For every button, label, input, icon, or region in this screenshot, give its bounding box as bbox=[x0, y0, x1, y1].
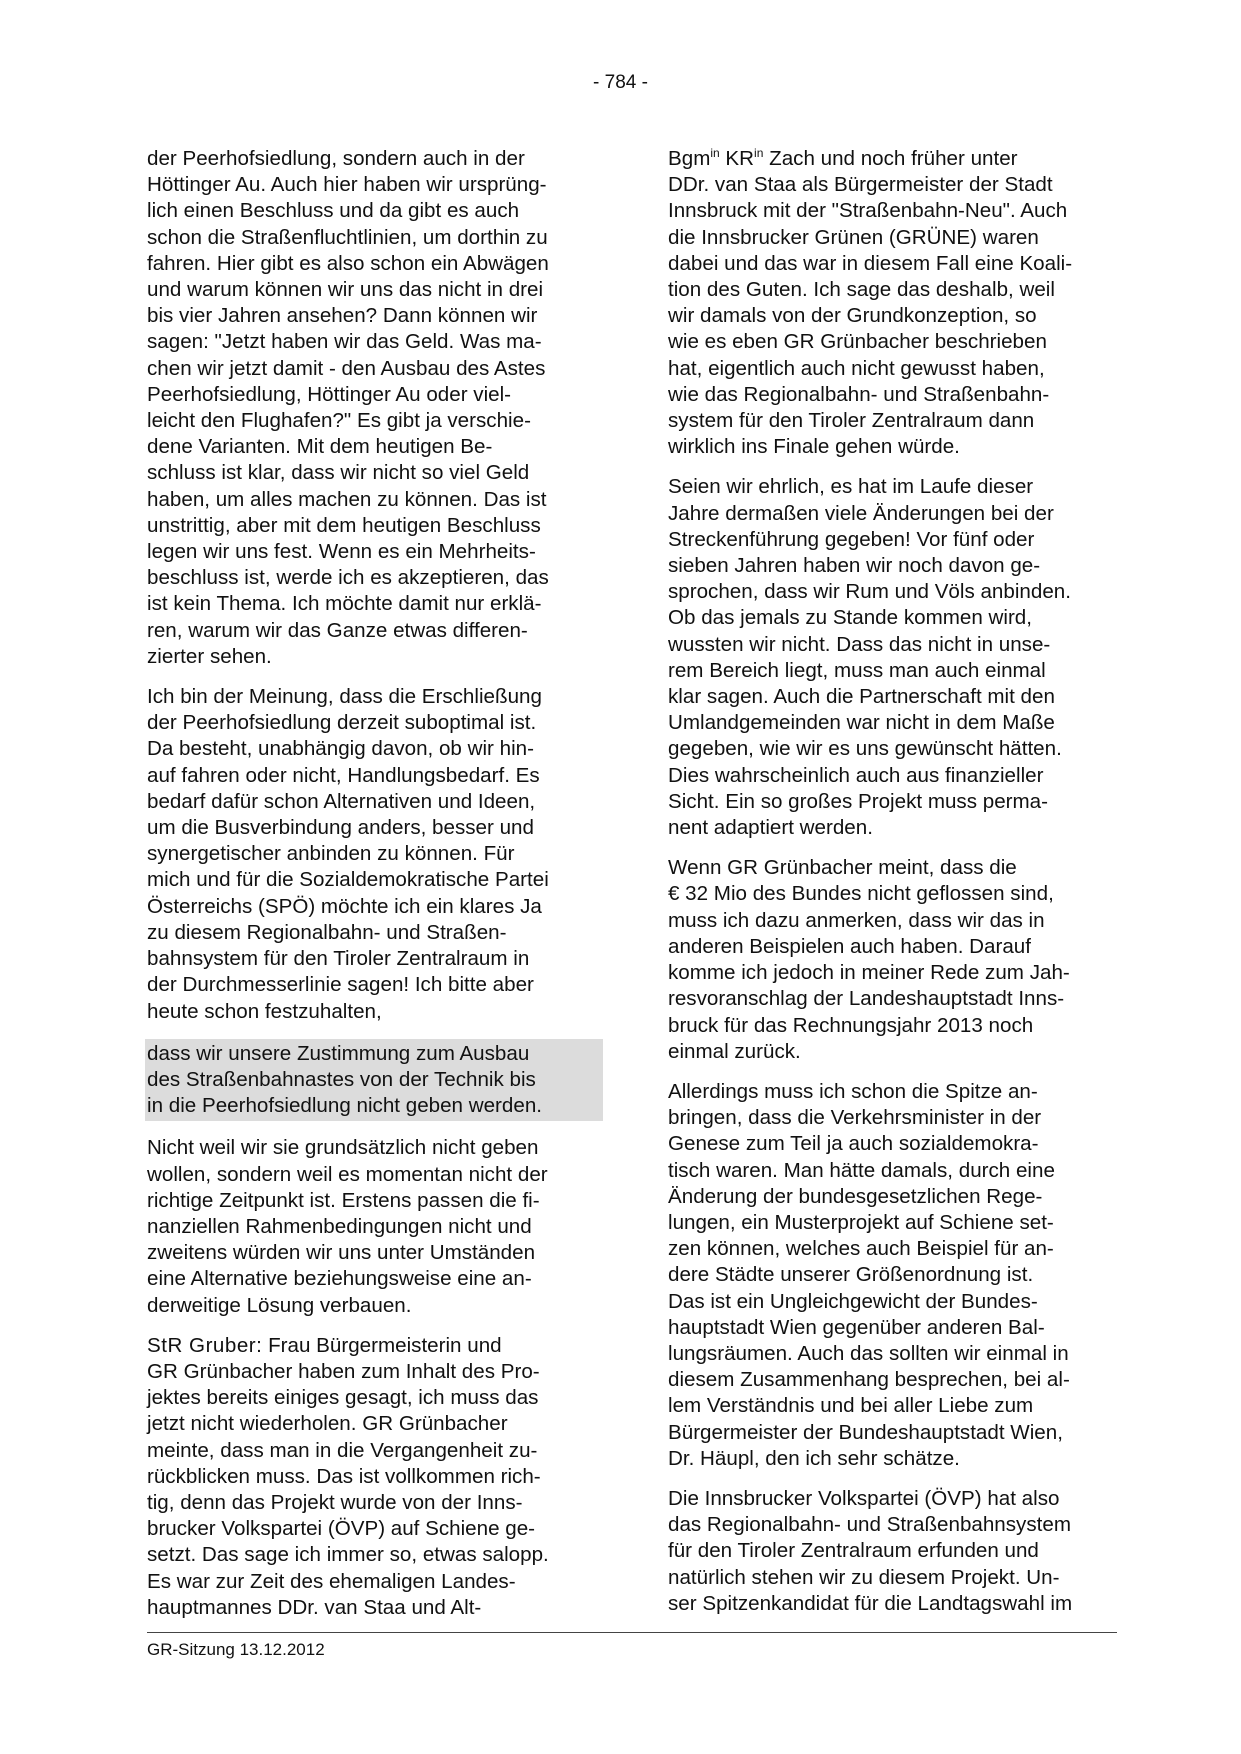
left-column bbox=[147, 146, 617, 1635]
paragraph bbox=[668, 146, 1138, 460]
text-fragment: Bgm bbox=[668, 147, 711, 170]
footer-text: GR-Sitzung 13.12.2012 bbox=[147, 1640, 325, 1659]
highlighted-motion: dass wir unsere Zustimmung zum Ausbau des Straßenbahnastes von der Technik bis in die Peerhofsiedlung nicht geben werden. bbox=[145, 1039, 603, 1122]
paragraph: Die Innsbrucker Volkspartei (ÖVP) hat also das Regionalbahn- und Straßenbahnsystem für den Tiroler Zentralraum erfunden und natürlich stehen wir zu diesem Projekt. Un- ser Spitzenkandidat für die Landtagswahl im bbox=[668, 1486, 1073, 1615]
text-fragment: KR bbox=[719, 147, 755, 170]
text-fragment: Zach und noch früher unter DDr. van Staa als Bürgermeister der Stadt Innsbruck mit der "Straßenbahn-Neu". Auch die Innsbrucker Grünen (GRÜNE) waren dabei und das war in diesem Fall eine Koali- tion des Guten. Ich sage das deshalb, weil wir damals von der Grundkonzeption, so wie es eben GR Grünbacher beschrieben hat, eigentlich auch nicht gewusst haben, wie das Regionalbahn- und Straßenbahn- system für den Tiroler Zentralraum dann wirklich ins Finale gehen würde. bbox=[668, 147, 1073, 459]
speaker-name: StR Gruber: bbox=[147, 1333, 263, 1357]
speaker-text: Frau Bürgermeisterin und GR Grünbacher haben zum Inhalt des Pro- jektes bereits einiges gesagt, ich muss das jetzt nicht wiederholen. GR Grünbacher meinte, dass man in die Vergangenheit zu- rückblicken muss. Das ist vollkommen rich- tig, denn das Projekt wurde von der Inns- brucker Volkspartei (ÖVP) auf Schiene ge- setzt. Das sage ich immer so, etwas salopp. Es war zur Zeit des ehemaligen Landes- hauptmannes DDr. van Staa und Alt- bbox=[147, 1333, 549, 1619]
footer-divider bbox=[147, 1632, 1117, 1633]
paragraph: der Peerhofsiedlung, sondern auch in der Höttinger Au. Auch hier haben wir ursprüng- lich einen Beschluss und da gibt es auch schon die Straßenfluchtlinien, um dorthin zu fahren. Hier gibt es also schon ein Abwägen und warum können wir uns das nicht in drei bis vier Jahren ansehen? Dann können wir sagen: "Jetzt haben wir das Geld. Was ma- chen wir jetzt damit - den Ausbau des Astes Peerhofsiedlung, Höttinger Au oder viel- leicht den Flughafen?" Es gibt ja verschie- dene Varianten. Mit dem heutigen Be- schluss ist klar, dass wir nicht so viel Geld haben, um alles machen zu können. Das ist unstrittig, aber mit dem heutigen Beschluss legen wir uns fest. Wenn es ein Mehrheits- beschluss ist, werde ich es akzeptieren, das ist kein Thema. Ich möchte damit nur erklä- ren, warum wir das Ganze etwas differen- zierter sehen. bbox=[147, 147, 549, 668]
paragraph: Allerdings muss ich schon die Spitze an- bringen, dass die Verkehrsminister in der Genese zum Teil ja auch sozialdemokra- tisch waren. Man hätte damals, durch eine Änderung der bundesgesetzlichen Rege- lungen, ein Musterprojekt auf Schiene set- zen können, welches auch Beispiel für an- dere Städte unserer Größenordnung ist. Das ist ein Ungleichgewicht der Bundes- hauptstadt Wien gegenüber anderen Bal- lungsräumen. Auch das sollten wir einmal in diesem Zusammenhang besprechen, bei al- lem Verständnis und bei aller Liebe zum Bürgermeister der Bundeshauptstadt Wien, Dr. Häupl, den ich sehr schätze. bbox=[668, 1079, 1070, 1470]
superscript: in bbox=[754, 146, 764, 160]
paragraph: Nicht weil wir sie grundsätzlich nicht geben wollen, sondern weil es momentan nicht der richtige Zeitpunkt ist. Erstens passen die fi- nanziellen Rahmenbedingungen nicht und zweitens würden wir uns unter Umständen eine Alternative beziehungsweise eine an- derweitige Lösung verbauen. bbox=[147, 1136, 548, 1317]
page-number: - 784 - bbox=[593, 72, 648, 93]
paragraph: Wenn GR Grünbacher meint, dass die € 32 Mio des Bundes nicht geflossen sind, muss ich dazu anmerken, dass wir das in anderen Beispielen auch haben. Darauf komme ich jedoch in meiner Rede zum Jah- resvoranschlag der Landeshauptstadt Inns- bruck für das Rechnungsjahr 2013 noch einmal zurück. bbox=[668, 856, 1070, 1063]
right-column bbox=[668, 146, 1138, 1631]
speaker-paragraph bbox=[147, 1333, 617, 1621]
superscript: in bbox=[710, 146, 720, 160]
paragraph: Ich bin der Meinung, dass die Erschließung der Peerhofsiedlung derzeit suboptimal ist. Da besteht, unabhängig davon, ob wir hin- auf fahren oder nicht, Handlungsbedarf. Es bedarf dafür schon Alternativen und Ideen, um die Busverbindung anders, besser und synergetischer anbinden zu können. Für mich und für die Sozialdemokratische Partei Österreichs (SPÖ) möchte ich ein klares Ja zu diesem Regionalbahn- und Straßen- bahnsystem für den Tiroler Zentralraum in der Durchmesserlinie sagen! Ich bitte aber heute schon festzuhalten, bbox=[147, 685, 549, 1023]
paragraph: Seien wir ehrlich, es hat im Laufe dieser Jahre dermaßen viele Änderungen bei der Streckenführung gegeben! Vor fünf oder sieben Jahren haben wir noch davon ge- sprochen, dass wir Rum und Völs anbinden. Ob das jemals zu Stande kommen wird, wussten wir nicht. Dass das nicht in unse- rem Bereich liegt, muss man auch einmal klar sagen. Auch die Partnerschaft mit den Umlandgemeinden war nicht in dem Maße gegeben, wie wir es uns gewünscht hätten. Dies wahrscheinlich auch aus finanzieller Sicht. Ein so großes Projekt muss perma- nent adaptiert werden. bbox=[668, 475, 1071, 840]
